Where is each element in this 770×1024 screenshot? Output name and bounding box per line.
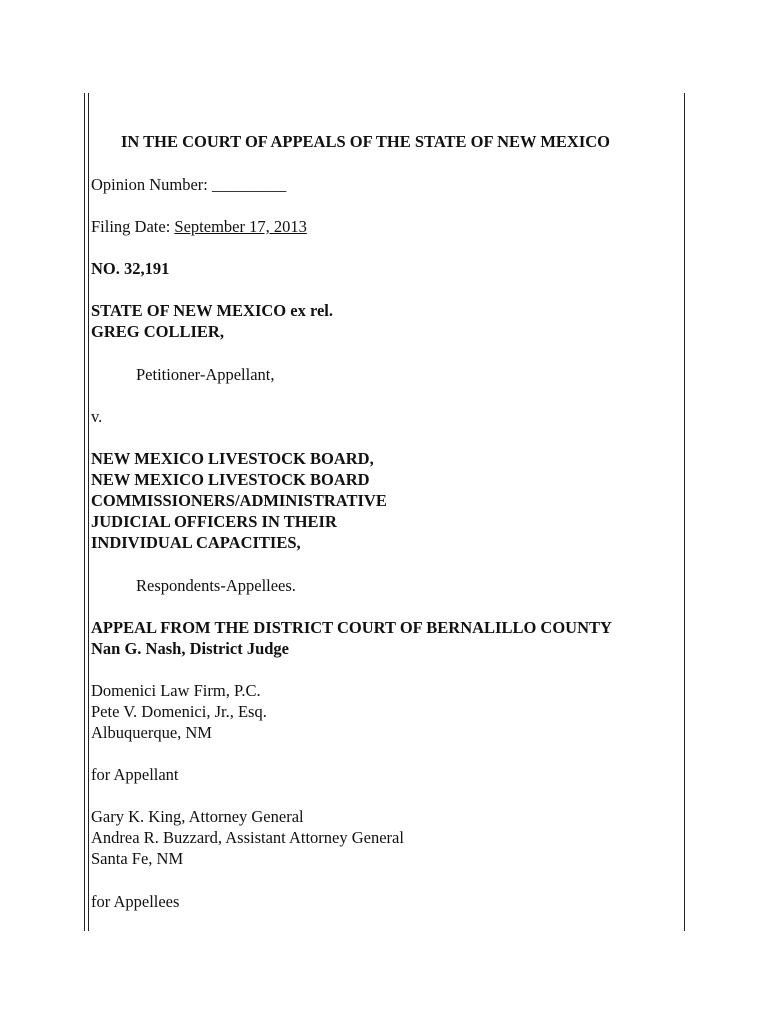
respondent-line-4: JUDICIAL OFFICERS IN THEIR <box>91 512 337 531</box>
left-margin-rule-inner <box>88 93 89 931</box>
respondent-line-2: NEW MEXICO LIVESTOCK BOARD <box>91 470 370 489</box>
filing-date-label: Filing Date: <box>91 217 171 236</box>
petitioner-line-2: GREG COLLIER, <box>91 322 224 341</box>
filing-date-value: September 17, 2013 <box>174 217 307 236</box>
for-appellant: for Appellant <box>91 765 179 784</box>
appellee-counsel-line-3: Santa Fe, NM <box>91 849 184 868</box>
court-title: IN THE COURT OF APPEALS OF THE STATE OF NEW MEXICO <box>121 132 611 151</box>
filing-date <box>91 216 307 237</box>
opinion-number-label: Opinion Number: <box>91 175 208 194</box>
respondents-role: Respondents-Appellees. <box>136 576 296 595</box>
right-margin-rule <box>684 93 685 931</box>
for-appellees: for Appellees <box>91 892 180 911</box>
left-margin-rule <box>84 93 85 931</box>
appellant-counsel-line-2: Pete V. Domenici, Jr., Esq. <box>91 702 267 721</box>
district-judge: Nan G. Nash, District Judge <box>91 639 290 658</box>
appeal-heading: APPEAL FROM THE DISTRICT COURT OF BERNALILLO COUNTY <box>91 618 612 637</box>
respondent-line-3: COMMISSIONERS/ADMINISTRATIVE <box>91 491 387 510</box>
petitioner-role: Petitioner-Appellant, <box>136 365 275 384</box>
appellee-counsel-line-1: Gary K. King, Attorney General <box>91 807 304 826</box>
appellant-counsel-line-3: Albuquerque, NM <box>91 723 212 742</box>
case-number: NO. 32,191 <box>91 259 170 278</box>
appellee-counsel-line-2: Andrea R. Buzzard, Assistant Attorney General <box>91 828 404 847</box>
opinion-number <box>91 174 286 195</box>
versus: v. <box>91 407 103 426</box>
appellant-counsel-line-1: Domenici Law Firm, P.C. <box>91 681 261 700</box>
opinion-number-value: _________ <box>212 175 287 194</box>
petitioner-line-1: STATE OF NEW MEXICO ex rel. <box>91 301 334 320</box>
respondent-line-5: INDIVIDUAL CAPACITIES, <box>91 533 301 552</box>
respondent-line-1: NEW MEXICO LIVESTOCK BOARD, <box>91 449 374 468</box>
